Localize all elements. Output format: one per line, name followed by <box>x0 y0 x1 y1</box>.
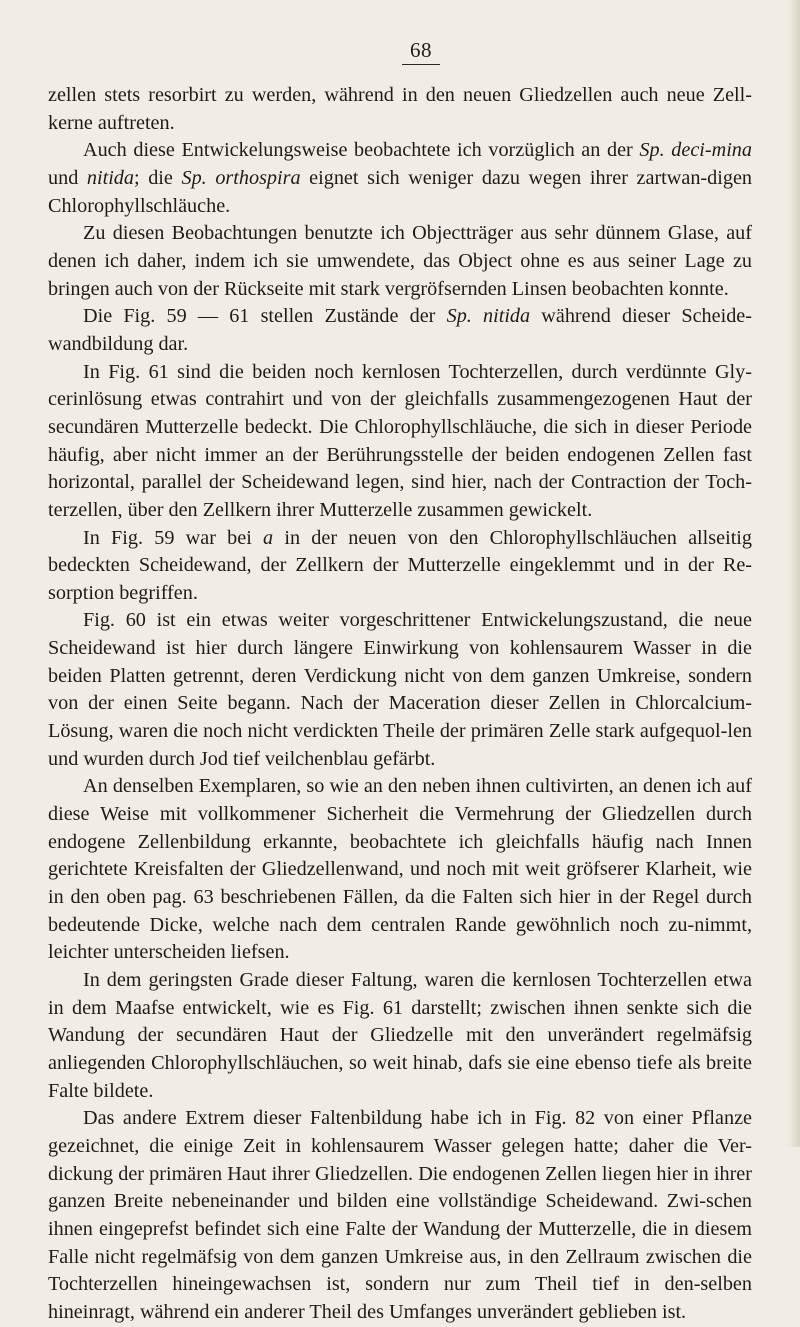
text-run: zellen stets resorbirt zu werden, während in den neuen Gliedzellen auch neue Zell-kerne auftreten. <box>48 84 752 134</box>
page-edge <box>786 0 800 1147</box>
italic-text: nitida <box>86 166 134 189</box>
text-run: In dem geringsten Grade dieser Faltung, waren die kernlosen Tochterzellen etwa in dem Maafse entwickelt, wie es Fig. 61 darstellt; zwischen ihnen senkte sich die Wandung der secundären Haut der Gliedzelle mit den unverändert regelmäfsig anliegenden Chlorophyllschläuchen, so weit hinab, dafs sie eine ebenso tiefe als breite Falte bildete. <box>48 969 752 1102</box>
text-run: Das andere Extrem dieser Faltenbildung habe ich in Fig. 82 von einer Pflanze gezeichnet, die einige Zeit in kohlensaurem Wasser gelegen hatte; daher die Ver-dickung der primären Haut ihrer Gliedzellen. Die endogenen Zellen liegen hier in ihrer ganzen Breite nebeneinander und bilden eine vollständige Scheidewand. Zwi-schen ihnen eingeprefst befindet sich eine Falte der Wandung der Mutterzelle, die in diesem Falle nicht regelmäfsig von dem ganzen Umkreise aus, in den Zellraum zwischen die Tochterzellen hineingewachsen ist, sondern nur zum Theil tief in den-selben hineinragt, während ein anderer Theil des Umfanges unverändert geblieben ist. <box>48 1107 752 1323</box>
text-run: Zu diesen Beobachtungen benutzte ich Objectträger aus sehr dünnem Glase, auf denen ich daher, indem ich sie umwendete, das Object ohne es aus seiner Lage zu bringen auch von der Rückseite mit stark vergröfsernden Linsen beobachten konnte. <box>48 222 752 300</box>
text-run: ; die <box>134 166 182 189</box>
paragraph <box>48 359 752 525</box>
paragraph <box>48 82 752 137</box>
paragraph <box>48 137 752 220</box>
page-number-text: 68 <box>402 38 440 65</box>
paragraph <box>48 967 752 1105</box>
italic-text: Sp. deci-mina <box>639 139 752 162</box>
paragraph <box>48 1105 752 1326</box>
italic-text: Sp. nitida <box>446 305 531 328</box>
text-run: und <box>48 166 87 189</box>
page-number <box>0 38 800 65</box>
paragraph <box>48 525 752 608</box>
paragraph <box>48 303 752 358</box>
text-run: in der neuen von den Chlorophyllschläuchen allseitig bedeckten Scheidewand, der Zellkern der Mutterzelle eingeklemmt und in der Re-sorption begriffen. <box>48 526 753 604</box>
paragraph <box>48 220 752 303</box>
text-run: In Fig. 61 sind die beiden noch kernlosen Tochterzellen, durch verdünnte Gly-cerinlösung etwas contrahirt und von der gleichfalls zusammengezogenen Haut der secundären Mutterzelle bedeckt. Die Chlorophyllschläuche, die sich in dieser Periode häufig, aber nicht immer an der Berührungsstelle der beiden endogenen Zellen fast horizontal, parallel der Scheidewand legen, sind hier, nach der Contraction der Toch-terzellen, über den Zellkern ihrer Mutterzelle zusammen gewickelt. <box>48 360 752 521</box>
body-text <box>48 82 752 1327</box>
italic-text: Sp. orthospira <box>181 166 301 189</box>
paragraph <box>48 607 752 773</box>
text-run: Die Fig. 59 — 61 stellen Zustände der <box>83 305 447 328</box>
italic-text: a <box>263 526 274 549</box>
text-run: während dieser Scheide-wandbildung dar. <box>48 305 752 355</box>
paragraph <box>48 773 752 967</box>
text-run: An denselben Exemplaren, so wie an den neben ihnen cultivirten, an denen ich auf diese Weise mit vollkommener Sicherheit die Vermehrung der Gliedzellen durch endogene Zellenbildung erkannte, beobachtete ich gleichfalls häufig nach Innen gerichtete Kreisfalten der Gliedzellenwand, und noch mit weit gröfserer Klarheit, wie in den oben pag. 63 beschriebenen Fällen, da die Falten sich hier in der Regel durch bedeutende Dicke, welche nach dem centralen Rande gewöhnlich noch zu-nimmt, leichter unterscheiden liefsen. <box>48 775 752 964</box>
text-run: Auch diese Entwickelungsweise beobachtete ich vorzüglich an der <box>83 139 640 162</box>
text-run: Fig. 60 ist ein etwas weiter vorgeschrittener Entwickelungszustand, die neue Scheidewand ist hier durch längere Einwirkung von kohlensaurem Wasser in die beiden Platten getrennt, deren Verdickung nicht von dem ganzen Umkreise, sondern von der einen Seite begann. Nach der Maceration dieser Zellen in Chlorcalcium-Lösung, waren die noch nicht verdickten Theile der primären Zelle stark aufgequol-len und wurden durch Jod tief veilchenblau gefärbt. <box>48 609 752 770</box>
text-run: In Fig. 59 war bei <box>83 526 264 549</box>
text-run: eignet sich weniger dazu wegen ihrer zartwan-digen Chlorophyllschläuche. <box>48 166 752 217</box>
